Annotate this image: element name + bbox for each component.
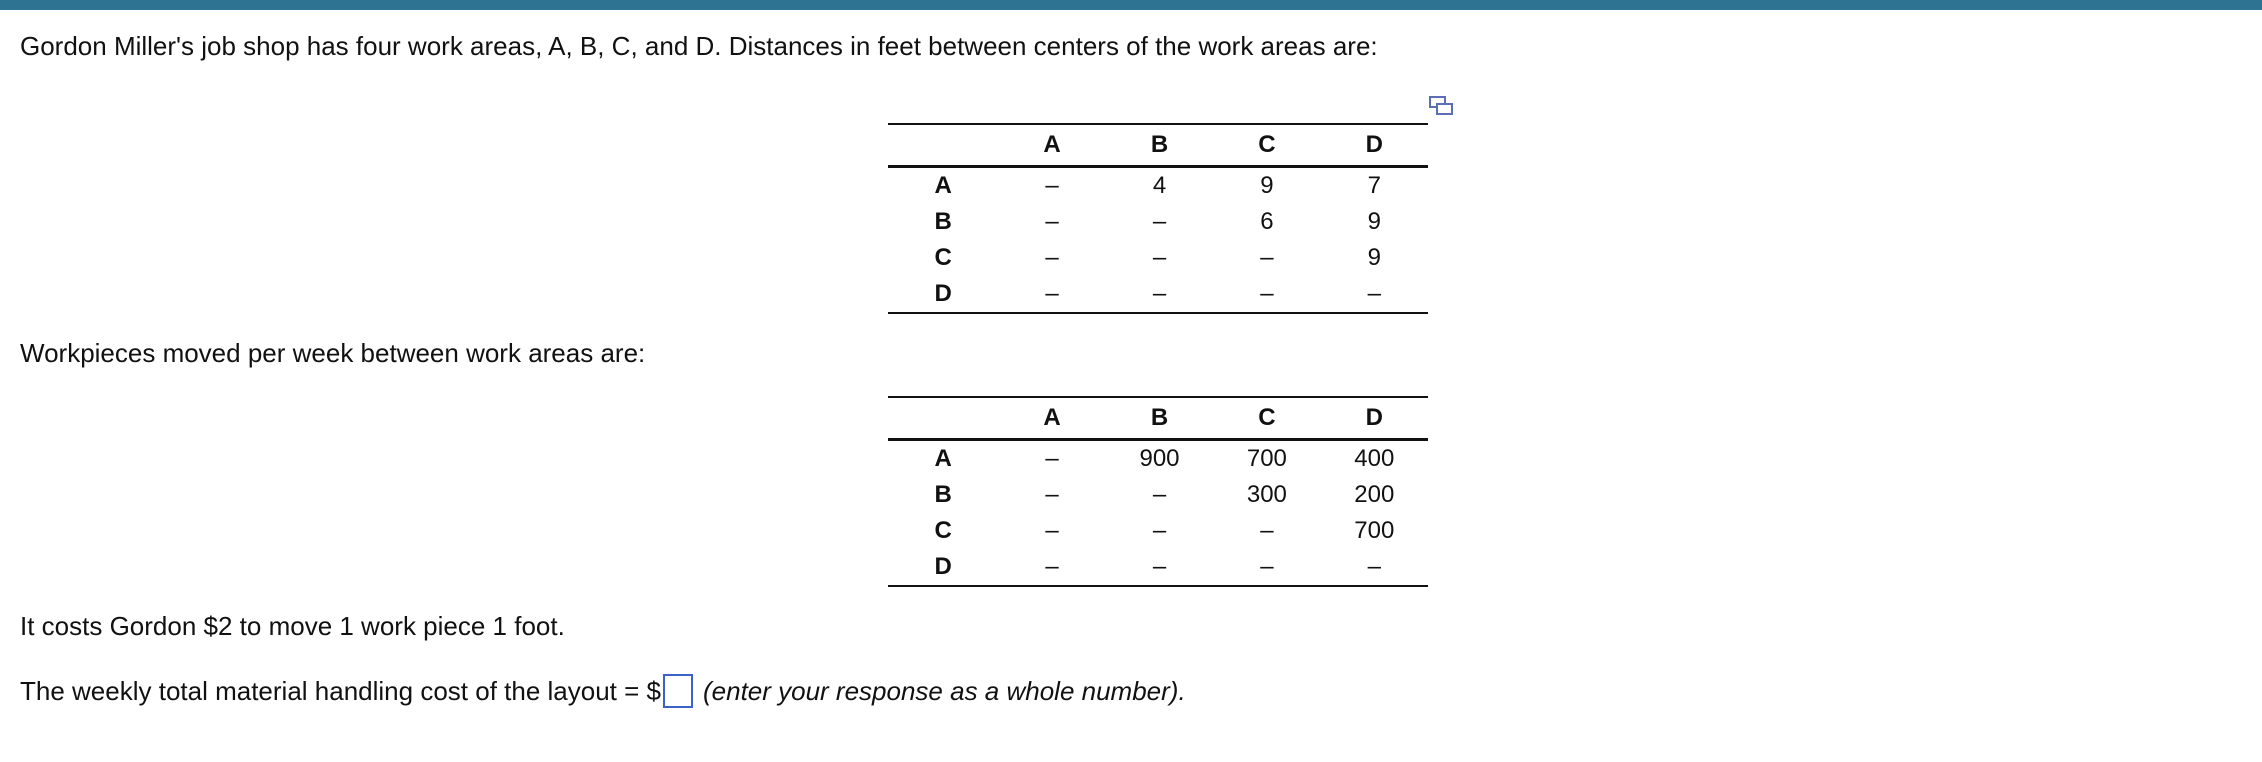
- workpiece-table-header: [888, 397, 1428, 440]
- table-cell: 700: [1246, 445, 1287, 472]
- table-cell: –: [1045, 445, 1059, 472]
- table-cell: –: [1045, 280, 1059, 307]
- column-header: C: [1258, 131, 1276, 158]
- table-cell: –: [1152, 244, 1167, 271]
- table-cell: –: [1260, 280, 1274, 307]
- table-cell: –: [1045, 244, 1059, 271]
- table-row: [888, 477, 1428, 513]
- table-cell: 6: [1260, 208, 1274, 235]
- table-row: [888, 167, 1428, 205]
- table-cell: –: [1045, 553, 1059, 580]
- row-header: D: [934, 553, 952, 580]
- row-header: A: [934, 172, 952, 199]
- table-cell: –: [1152, 208, 1167, 235]
- table-cell: –: [1045, 517, 1059, 544]
- table-cell: –: [1260, 517, 1274, 544]
- column-header: D: [1365, 131, 1383, 158]
- table-row: [888, 204, 1428, 240]
- top-bar: [0, 0, 2262, 10]
- column-header: A: [1043, 404, 1061, 431]
- table-cell: –: [1045, 481, 1059, 508]
- problem-intro: Gordon Miller's job shop has four work areas, A, B, C, and D. Distances in feet between centers of the work areas are:: [20, 31, 1378, 61]
- table-cell: 700: [1354, 517, 1395, 544]
- table-cell: –: [1260, 553, 1274, 580]
- table-cell: 400: [1354, 445, 1395, 472]
- table-cell: –: [1152, 517, 1167, 544]
- workpiece-table: [888, 396, 1428, 587]
- column-header: B: [1150, 404, 1169, 431]
- answer-prefix: The weekly total material handling cost of the layout = $: [20, 676, 661, 706]
- answer-line: [20, 674, 1186, 708]
- table-row: [888, 240, 1428, 276]
- table-cell: 7: [1367, 172, 1381, 199]
- copy-icon[interactable]: [1429, 96, 1453, 118]
- table-cell: –: [1152, 280, 1167, 307]
- row-header: D: [934, 280, 952, 307]
- table-cell: –: [1045, 172, 1059, 199]
- row-header: B: [934, 208, 952, 235]
- table-cell: 9: [1260, 172, 1274, 199]
- table-row: [888, 513, 1428, 549]
- table-row: [888, 549, 1428, 586]
- table-cell: 900: [1139, 445, 1180, 472]
- table-cell: –: [1152, 553, 1167, 580]
- table-cell: –: [1045, 208, 1059, 235]
- column-header: D: [1365, 404, 1383, 431]
- row-header: C: [934, 517, 952, 544]
- answer-input[interactable]: [663, 674, 693, 708]
- workpieces-intro: Workpieces moved per week between work areas are:: [20, 338, 646, 368]
- table-row: [888, 440, 1428, 478]
- row-header: C: [934, 244, 952, 271]
- row-header: B: [934, 481, 952, 508]
- answer-hint: (enter your response as a whole number).: [702, 676, 1186, 706]
- table-row: [888, 276, 1428, 313]
- table-cell: 4: [1152, 172, 1167, 199]
- row-header: A: [934, 445, 952, 472]
- column-header: C: [1258, 404, 1276, 431]
- table-cell: 300: [1246, 481, 1287, 508]
- distance-table-header: [888, 124, 1428, 167]
- table-cell: 9: [1367, 244, 1381, 271]
- distance-table: [888, 123, 1428, 314]
- table-corner: [888, 124, 998, 167]
- table-cell: –: [1367, 280, 1381, 307]
- cost-note: It costs Gordon $2 to move 1 work piece 1 foot.: [20, 611, 565, 641]
- table-cell: –: [1260, 244, 1274, 271]
- table-cell: 200: [1354, 481, 1395, 508]
- column-header: B: [1150, 131, 1169, 158]
- table-corner: [888, 397, 998, 440]
- table-cell: –: [1367, 553, 1381, 580]
- column-header: A: [1043, 131, 1061, 158]
- table-cell: –: [1152, 481, 1167, 508]
- table-cell: 9: [1367, 208, 1381, 235]
